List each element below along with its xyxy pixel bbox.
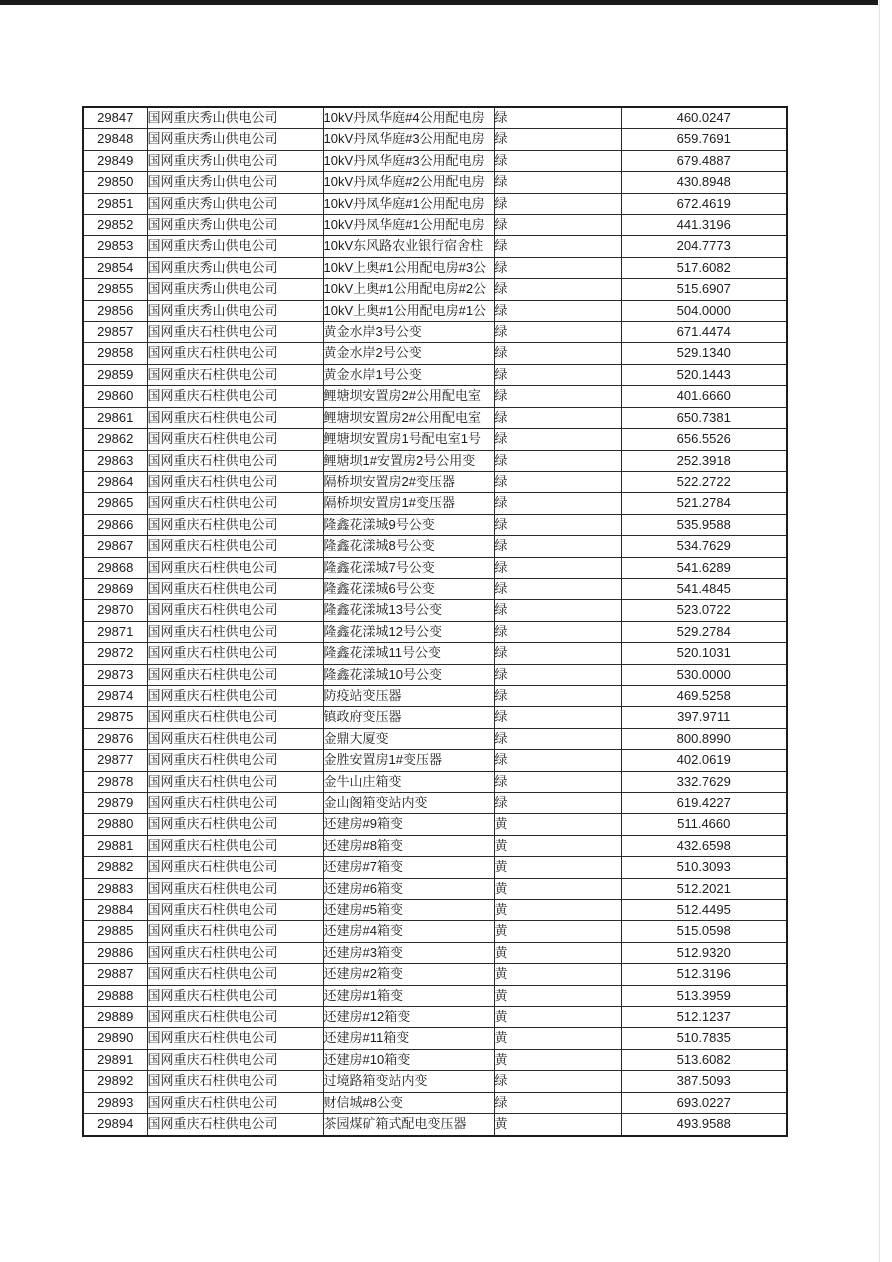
record-id-cell: 29867: [83, 536, 147, 557]
record-id-cell: 29870: [83, 600, 147, 621]
table-row: [83, 600, 787, 621]
device-name-cell: 鲤塘坝安置房2#公用配电室: [323, 407, 494, 428]
device-name-cell: 隆鑫花漾城10号公变: [323, 664, 494, 685]
status-cell: 绿: [494, 343, 621, 364]
record-id-cell: 29884: [83, 900, 147, 921]
company-cell: 国网重庆石柱供电公司: [147, 685, 323, 706]
record-id-cell: 29876: [83, 728, 147, 749]
company-cell: 国网重庆石柱供电公司: [147, 536, 323, 557]
company-cell: 国网重庆秀山供电公司: [147, 257, 323, 278]
value-cell: 441.3196: [621, 215, 787, 236]
company-cell: 国网重庆石柱供电公司: [147, 514, 323, 535]
table-row: [83, 471, 787, 492]
record-id-cell: 29855: [83, 279, 147, 300]
device-name-cell: 金胜安置房1#变压器: [323, 750, 494, 771]
record-id-cell: 29881: [83, 835, 147, 856]
device-name-cell: 金山阁箱变站内变: [323, 793, 494, 814]
device-name-cell: 还建房#11箱变: [323, 1028, 494, 1049]
status-cell: 绿: [494, 150, 621, 171]
value-cell: 493.9588: [621, 1114, 787, 1136]
value-cell: 504.0000: [621, 300, 787, 321]
company-cell: 国网重庆石柱供电公司: [147, 322, 323, 343]
value-cell: 252.3918: [621, 450, 787, 471]
device-name-cell: 10kV丹凤华庭#4公用配电房: [323, 107, 494, 129]
device-name-cell: 隆鑫花漾城6号公变: [323, 578, 494, 599]
device-name-cell: 隔桥坝安置房1#变压器: [323, 493, 494, 514]
value-cell: 671.4474: [621, 322, 787, 343]
status-cell: 绿: [494, 364, 621, 385]
table-row: [83, 450, 787, 471]
company-cell: 国网重庆石柱供电公司: [147, 343, 323, 364]
table-row: [83, 664, 787, 685]
device-name-cell: 10kV上奥#1公用配电房#1公: [323, 300, 494, 321]
record-id-cell: 29872: [83, 643, 147, 664]
record-id-cell: 29853: [83, 236, 147, 257]
status-cell: 黄: [494, 835, 621, 856]
device-name-cell: 防疫站变压器: [323, 685, 494, 706]
record-id-cell: 29847: [83, 107, 147, 129]
table-row: [83, 1092, 787, 1113]
status-cell: 黄: [494, 900, 621, 921]
company-cell: 国网重庆石柱供电公司: [147, 1092, 323, 1113]
device-name-cell: 还建房#7箱变: [323, 857, 494, 878]
value-cell: 520.1031: [621, 643, 787, 664]
record-id-cell: 29852: [83, 215, 147, 236]
company-cell: 国网重庆秀山供电公司: [147, 300, 323, 321]
record-id-cell: 29887: [83, 964, 147, 985]
status-cell: 绿: [494, 193, 621, 214]
status-cell: 绿: [494, 664, 621, 685]
company-cell: 国网重庆石柱供电公司: [147, 643, 323, 664]
record-id-cell: 29878: [83, 771, 147, 792]
company-cell: 国网重庆秀山供电公司: [147, 236, 323, 257]
device-name-cell: 还建房#6箱变: [323, 878, 494, 899]
value-cell: 402.0619: [621, 750, 787, 771]
table-row: [83, 129, 787, 150]
status-cell: 黄: [494, 921, 621, 942]
record-id-cell: 29857: [83, 322, 147, 343]
record-id-cell: 29885: [83, 921, 147, 942]
company-cell: 国网重庆石柱供电公司: [147, 900, 323, 921]
value-cell: 530.0000: [621, 664, 787, 685]
device-name-cell: 10kV丹凤华庭#3公用配电房: [323, 150, 494, 171]
status-cell: 黄: [494, 964, 621, 985]
record-id-cell: 29879: [83, 793, 147, 814]
top-black-bar: [0, 0, 878, 5]
value-cell: 534.7629: [621, 536, 787, 557]
company-cell: 国网重庆石柱供电公司: [147, 621, 323, 642]
data-table: [82, 106, 788, 1137]
company-cell: 国网重庆石柱供电公司: [147, 1071, 323, 1092]
value-cell: 659.7691: [621, 129, 787, 150]
status-cell: 绿: [494, 172, 621, 193]
status-cell: 绿: [494, 300, 621, 321]
status-cell: 绿: [494, 322, 621, 343]
value-cell: 432.6598: [621, 835, 787, 856]
company-cell: 国网重庆石柱供电公司: [147, 1028, 323, 1049]
record-id-cell: 29856: [83, 300, 147, 321]
status-cell: 黄: [494, 1007, 621, 1028]
device-name-cell: 还建房#5箱变: [323, 900, 494, 921]
table-row: [83, 407, 787, 428]
device-name-cell: 隔桥坝安置房2#变压器: [323, 471, 494, 492]
value-cell: 513.6082: [621, 1049, 787, 1070]
status-cell: 绿: [494, 1071, 621, 1092]
value-cell: 512.3196: [621, 964, 787, 985]
device-name-cell: 黄金水岸2号公变: [323, 343, 494, 364]
table-row: [83, 1071, 787, 1092]
company-cell: 国网重庆石柱供电公司: [147, 728, 323, 749]
record-id-cell: 29864: [83, 471, 147, 492]
value-cell: 656.5526: [621, 429, 787, 450]
value-cell: 515.0598: [621, 921, 787, 942]
status-cell: 绿: [494, 728, 621, 749]
value-cell: 512.1237: [621, 1007, 787, 1028]
table-row: [83, 279, 787, 300]
value-cell: 535.9588: [621, 514, 787, 535]
table-row: [83, 150, 787, 171]
value-cell: 430.8948: [621, 172, 787, 193]
record-id-cell: 29873: [83, 664, 147, 685]
value-cell: 510.3093: [621, 857, 787, 878]
value-cell: 397.9711: [621, 707, 787, 728]
record-id-cell: 29874: [83, 685, 147, 706]
page-right-edge-line: [879, 0, 880, 1262]
device-name-cell: 10kV丹凤华庭#1公用配电房: [323, 215, 494, 236]
company-cell: 国网重庆石柱供电公司: [147, 1049, 323, 1070]
device-name-cell: 黄金水岸1号公变: [323, 364, 494, 385]
status-cell: 黄: [494, 942, 621, 963]
company-cell: 国网重庆石柱供电公司: [147, 771, 323, 792]
status-cell: 绿: [494, 771, 621, 792]
value-cell: 469.5258: [621, 685, 787, 706]
status-cell: 绿: [494, 750, 621, 771]
value-cell: 672.4619: [621, 193, 787, 214]
device-name-cell: 10kV丹凤华庭#2公用配电房: [323, 172, 494, 193]
record-id-cell: 29888: [83, 985, 147, 1006]
status-cell: 绿: [494, 1092, 621, 1113]
table-row: [83, 172, 787, 193]
table-row: [83, 835, 787, 856]
device-name-cell: 还建房#2箱变: [323, 964, 494, 985]
device-name-cell: 鲤塘坝安置房1号配电室1号: [323, 429, 494, 450]
device-name-cell: 还建房#12箱变: [323, 1007, 494, 1028]
table-row: [83, 857, 787, 878]
table-body: [83, 107, 787, 1136]
device-name-cell: 隆鑫花漾城13号公变: [323, 600, 494, 621]
table-row: [83, 750, 787, 771]
status-cell: 绿: [494, 236, 621, 257]
device-name-cell: 财信城#8公变: [323, 1092, 494, 1113]
company-cell: 国网重庆秀山供电公司: [147, 215, 323, 236]
status-cell: 绿: [494, 386, 621, 407]
value-cell: 460.0247: [621, 107, 787, 129]
status-cell: 绿: [494, 129, 621, 150]
value-cell: 619.4227: [621, 793, 787, 814]
table-row: [83, 514, 787, 535]
device-name-cell: 鲤塘坝安置房2#公用配电室: [323, 386, 494, 407]
table-row: [83, 707, 787, 728]
table-row: [83, 578, 787, 599]
table-row: [83, 1049, 787, 1070]
record-id-cell: 29859: [83, 364, 147, 385]
record-id-cell: 29863: [83, 450, 147, 471]
status-cell: 绿: [494, 514, 621, 535]
device-name-cell: 隆鑫花漾城9号公变: [323, 514, 494, 535]
company-cell: 国网重庆石柱供电公司: [147, 407, 323, 428]
value-cell: 511.4660: [621, 814, 787, 835]
table-row: [83, 557, 787, 578]
status-cell: 黄: [494, 814, 621, 835]
table-row: [83, 1028, 787, 1049]
device-name-cell: 还建房#9箱变: [323, 814, 494, 835]
device-name-cell: 还建房#8箱变: [323, 835, 494, 856]
table-row: [83, 685, 787, 706]
status-cell: 绿: [494, 557, 621, 578]
table-row: [83, 814, 787, 835]
status-cell: 绿: [494, 707, 621, 728]
company-cell: 国网重庆石柱供电公司: [147, 578, 323, 599]
status-cell: 绿: [494, 793, 621, 814]
company-cell: 国网重庆石柱供电公司: [147, 557, 323, 578]
value-cell: 693.0227: [621, 1092, 787, 1113]
table-row: [83, 942, 787, 963]
company-cell: 国网重庆石柱供电公司: [147, 835, 323, 856]
table-row: [83, 536, 787, 557]
record-id-cell: 29850: [83, 172, 147, 193]
device-name-cell: 鲤塘坝1#安置房2号公用变: [323, 450, 494, 471]
device-name-cell: 还建房#10箱变: [323, 1049, 494, 1070]
record-id-cell: 29866: [83, 514, 147, 535]
table-row: [83, 728, 787, 749]
company-cell: 国网重庆石柱供电公司: [147, 707, 323, 728]
company-cell: 国网重庆石柱供电公司: [147, 493, 323, 514]
table-row: [83, 300, 787, 321]
company-cell: 国网重庆石柱供电公司: [147, 450, 323, 471]
table-row: [83, 343, 787, 364]
company-cell: 国网重庆石柱供电公司: [147, 878, 323, 899]
status-cell: 绿: [494, 621, 621, 642]
value-cell: 204.7773: [621, 236, 787, 257]
status-cell: 绿: [494, 279, 621, 300]
company-cell: 国网重庆石柱供电公司: [147, 985, 323, 1006]
table-row: [83, 429, 787, 450]
company-cell: 国网重庆石柱供电公司: [147, 814, 323, 835]
status-cell: 黄: [494, 985, 621, 1006]
status-cell: 绿: [494, 471, 621, 492]
table-row: [83, 215, 787, 236]
value-cell: 510.7835: [621, 1028, 787, 1049]
value-cell: 800.8990: [621, 728, 787, 749]
company-cell: 国网重庆石柱供电公司: [147, 1007, 323, 1028]
value-cell: 541.4845: [621, 578, 787, 599]
status-cell: 黄: [494, 1049, 621, 1070]
company-cell: 国网重庆石柱供电公司: [147, 471, 323, 492]
device-name-cell: 还建房#4箱变: [323, 921, 494, 942]
device-name-cell: 隆鑫花漾城11号公变: [323, 643, 494, 664]
table-row: [83, 1114, 787, 1136]
device-name-cell: 10kV丹凤华庭#1公用配电房: [323, 193, 494, 214]
table-row: [83, 878, 787, 899]
device-name-cell: 镇政府变压器: [323, 707, 494, 728]
status-cell: 绿: [494, 107, 621, 129]
company-cell: 国网重庆秀山供电公司: [147, 107, 323, 129]
table-row: [83, 364, 787, 385]
table-row: [83, 322, 787, 343]
company-cell: 国网重庆石柱供电公司: [147, 921, 323, 942]
status-cell: 绿: [494, 215, 621, 236]
status-cell: 黄: [494, 1114, 621, 1136]
record-id-cell: 29860: [83, 386, 147, 407]
value-cell: 650.7381: [621, 407, 787, 428]
record-id-cell: 29851: [83, 193, 147, 214]
company-cell: 国网重庆石柱供电公司: [147, 750, 323, 771]
value-cell: 522.2722: [621, 471, 787, 492]
company-cell: 国网重庆石柱供电公司: [147, 964, 323, 985]
status-cell: 绿: [494, 493, 621, 514]
company-cell: 国网重庆石柱供电公司: [147, 857, 323, 878]
table-row: [83, 236, 787, 257]
value-cell: 529.2784: [621, 621, 787, 642]
device-name-cell: 黄金水岸3号公变: [323, 322, 494, 343]
record-id-cell: 29883: [83, 878, 147, 899]
table-row: [83, 985, 787, 1006]
record-id-cell: 29849: [83, 150, 147, 171]
record-id-cell: 29877: [83, 750, 147, 771]
record-id-cell: 29875: [83, 707, 147, 728]
status-cell: 绿: [494, 450, 621, 471]
value-cell: 387.5093: [621, 1071, 787, 1092]
value-cell: 512.2021: [621, 878, 787, 899]
status-cell: 黄: [494, 878, 621, 899]
value-cell: 401.6660: [621, 386, 787, 407]
company-cell: 国网重庆石柱供电公司: [147, 429, 323, 450]
company-cell: 国网重庆石柱供电公司: [147, 364, 323, 385]
record-id-cell: 29865: [83, 493, 147, 514]
company-cell: 国网重庆石柱供电公司: [147, 1114, 323, 1136]
device-name-cell: 10kV上奥#1公用配电房#2公: [323, 279, 494, 300]
company-cell: 国网重庆石柱供电公司: [147, 600, 323, 621]
status-cell: 黄: [494, 1028, 621, 1049]
status-cell: 黄: [494, 857, 621, 878]
table-row: [83, 493, 787, 514]
company-cell: 国网重庆秀山供电公司: [147, 150, 323, 171]
device-name-cell: 金鼎大厦变: [323, 728, 494, 749]
value-cell: 517.6082: [621, 257, 787, 278]
record-id-cell: 29868: [83, 557, 147, 578]
table-row: [83, 900, 787, 921]
device-name-cell: 10kV上奥#1公用配电房#3公: [323, 257, 494, 278]
table-row: [83, 257, 787, 278]
table-row: [83, 921, 787, 942]
table-row: [83, 771, 787, 792]
value-cell: 512.9320: [621, 942, 787, 963]
record-id-cell: 29882: [83, 857, 147, 878]
company-cell: 国网重庆石柱供电公司: [147, 793, 323, 814]
value-cell: 515.6907: [621, 279, 787, 300]
company-cell: 国网重庆石柱供电公司: [147, 664, 323, 685]
device-name-cell: 隆鑫花漾城7号公变: [323, 557, 494, 578]
value-cell: 521.2784: [621, 493, 787, 514]
value-cell: 513.3959: [621, 985, 787, 1006]
company-cell: 国网重庆石柱供电公司: [147, 942, 323, 963]
device-name-cell: 10kV丹凤华庭#3公用配电房: [323, 129, 494, 150]
device-name-cell: 隆鑫花漾城8号公变: [323, 536, 494, 557]
company-cell: 国网重庆石柱供电公司: [147, 386, 323, 407]
device-name-cell: 茶园煤矿箱式配电变压器: [323, 1114, 494, 1136]
device-name-cell: 10kV东风路农业银行宿舍柱: [323, 236, 494, 257]
status-cell: 绿: [494, 600, 621, 621]
company-cell: 国网重庆秀山供电公司: [147, 129, 323, 150]
table-row: [83, 793, 787, 814]
table-row: [83, 621, 787, 642]
company-cell: 国网重庆秀山供电公司: [147, 193, 323, 214]
status-cell: 绿: [494, 643, 621, 664]
value-cell: 541.6289: [621, 557, 787, 578]
status-cell: 绿: [494, 536, 621, 557]
table-row: [83, 386, 787, 407]
device-name-cell: 还建房#1箱变: [323, 985, 494, 1006]
record-id-cell: 29891: [83, 1049, 147, 1070]
status-cell: 绿: [494, 429, 621, 450]
device-name-cell: 还建房#3箱变: [323, 942, 494, 963]
table-row: [83, 107, 787, 129]
table-row: [83, 643, 787, 664]
record-id-cell: 29886: [83, 942, 147, 963]
record-id-cell: 29854: [83, 257, 147, 278]
record-id-cell: 29893: [83, 1092, 147, 1113]
record-id-cell: 29894: [83, 1114, 147, 1136]
record-id-cell: 29890: [83, 1028, 147, 1049]
status-cell: 绿: [494, 257, 621, 278]
record-id-cell: 29861: [83, 407, 147, 428]
status-cell: 绿: [494, 407, 621, 428]
table-row: [83, 964, 787, 985]
record-id-cell: 29871: [83, 621, 147, 642]
record-id-cell: 29858: [83, 343, 147, 364]
company-cell: 国网重庆秀山供电公司: [147, 172, 323, 193]
company-cell: 国网重庆秀山供电公司: [147, 279, 323, 300]
device-name-cell: 金牛山庄箱变: [323, 771, 494, 792]
record-id-cell: 29869: [83, 578, 147, 599]
record-id-cell: 29862: [83, 429, 147, 450]
value-cell: 679.4887: [621, 150, 787, 171]
table-row: [83, 1007, 787, 1028]
value-cell: 520.1443: [621, 364, 787, 385]
record-id-cell: 29892: [83, 1071, 147, 1092]
record-id-cell: 29880: [83, 814, 147, 835]
table-row: [83, 193, 787, 214]
record-id-cell: 29889: [83, 1007, 147, 1028]
value-cell: 523.0722: [621, 600, 787, 621]
status-cell: 绿: [494, 685, 621, 706]
value-cell: 512.4495: [621, 900, 787, 921]
device-name-cell: 过境路箱变站内变: [323, 1071, 494, 1092]
status-cell: 绿: [494, 578, 621, 599]
value-cell: 529.1340: [621, 343, 787, 364]
device-name-cell: 隆鑫花漾城12号公变: [323, 621, 494, 642]
record-id-cell: 29848: [83, 129, 147, 150]
value-cell: 332.7629: [621, 771, 787, 792]
